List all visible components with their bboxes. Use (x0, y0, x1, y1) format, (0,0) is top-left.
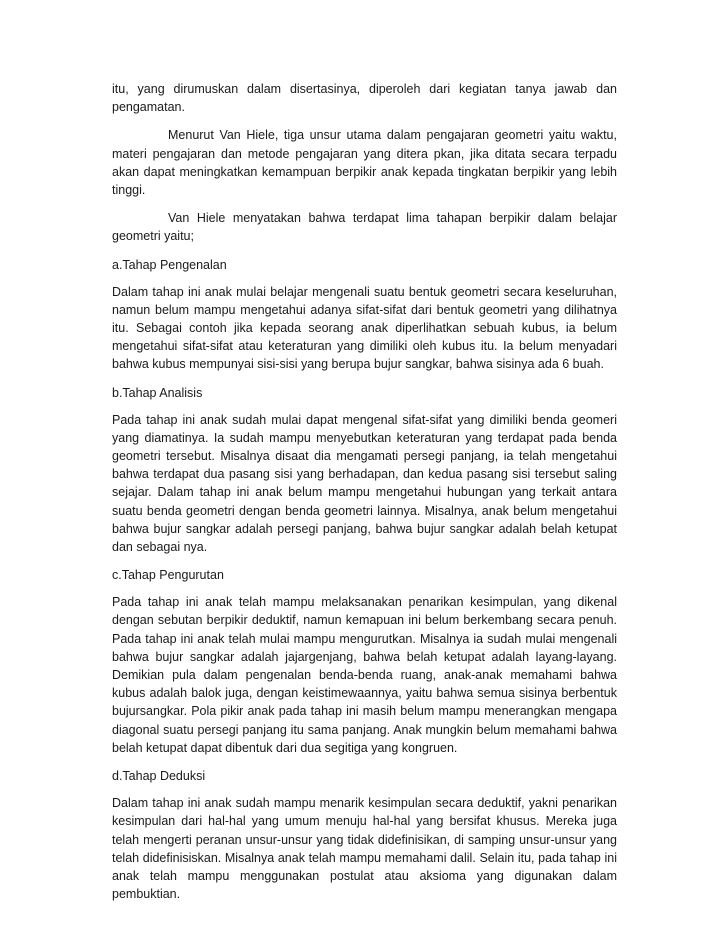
heading-stage-c: c.Tahap Pengurutan (112, 568, 224, 583)
paragraph-stage-b: Pada tahap ini anak sudah mulai dapat mengenal sifat-sifat yang dimiliki benda geomeri yang diamatinya. Ia sudah mampu menyebutkan keteraturan yang terdapat pada benda geometri tersebut. Misalnya disaat dia mengamati persegi panjang, ia telah mengetahui bahwa terdapat dua pasang sisi yang berhadapan, dan kedua pasang sisi tersebut saling sejajar. Dalam tahap ini anak belum mampu mengetahui hubungan yang terkait antara suatu benda geometri dengan benda geometri lainnya. Misalnya, anak belum mengetahui bahwa bujur sangkar adalah persegi panjang, bahwa bujur sangkar adalah belah ketupat dan sebagai nya. (112, 412, 617, 555)
heading-stage-a: a.Tahap Pengenalan (112, 257, 227, 272)
document-page (112, 80, 617, 913)
paragraph-intro-continuation: itu, yang dirumuskan dalam disertasinya, diperoleh dari kegiatan tanya jawab dan pengamatan. (112, 82, 617, 115)
paragraph-stage-d: Dalam tahap ini anak sudah mampu menarik kesimpulan secara deduktif, yakni penarikan kesimpulan dari hal-hal yang umum menuju hal-hal yang bersifat khusus. Mereka juga telah mengerti peranan unsur-unsur yang tidak didefinisikan, di samping unsur-unsur yang telah didefinisiskan. Misalnya anak telah mampu memahami dalil. Selain itu, pada tahap ini anak telah mampu menggunakan postulat atau aksioma yang digunakan dalam pembuktian. (112, 796, 617, 902)
heading-stage-d: d.Tahap Deduksi (112, 769, 206, 784)
paragraph-van-hiele-elements: Menurut Van Hiele, tiga unsur utama dalam pengajaran geometri yaitu waktu, materi pengajaran dan metode pengajaran yang ditera pkan, jika ditata secara terpadu akan dapat meningkatkan kemampuan berpikir anak kepada tingkatan berpikir yang lebih tinggi. (112, 128, 617, 198)
paragraph-five-stages: Van Hiele menyatakan bahwa terdapat lima tahapan berpikir dalam belajar geometri yaitu; (112, 211, 617, 244)
heading-stage-b: b.Tahap Analisis (112, 385, 203, 400)
paragraph-stage-c: Pada tahap ini anak telah mampu melaksanakan penarikan kesimpulan, yang dikenal dengan sebutan berpikir deduktif, namun kemapuan ini belum berkembang secara penuh. Pada tahap ini anak telah mulai mampu mengurutkan. Misalnya ia sudah mulai mengenali bahwa bujur sangkar adalah jajargenjang, bahwa belah ketupat adalah layang-layang. Demikian pula dalam pengenalan benda-benda ruang, anak-anak memahami bahwa kubus adalah balok juga, dengan keistimewaannya, yaitu bahwa semua sisinya berbentuk bujursangkar. Pola pikir anak pada tahap ini masih belum mampu menerangkan mengapa diagonal suatu persegi panjang itu sama panjang. Anak mungkin belum memahami bahwa belah ketupat dapat dibentuk dari dua segitiga yang kongruen. (112, 595, 617, 755)
paragraph-stage-a: Dalam tahap ini anak mulai belajar mengenali suatu bentuk geometri secara keseluruhan, namun belum mampu mengetahui adanya sifat-sifat dari bentuk geometri yang dilihatnya itu. Sebagai contoh jika kepada seorang anak diperlihatkan sebuah kubus, ia belum mengetahui sifat-sifat atau keteraturan yang dimiliki oleh kubus itu. Ia belum menyadari bahwa kubus mempunyai sisi-sisi yang berupa bujur sangkar, bahwa sisinya ada 6 buah. (112, 284, 617, 372)
